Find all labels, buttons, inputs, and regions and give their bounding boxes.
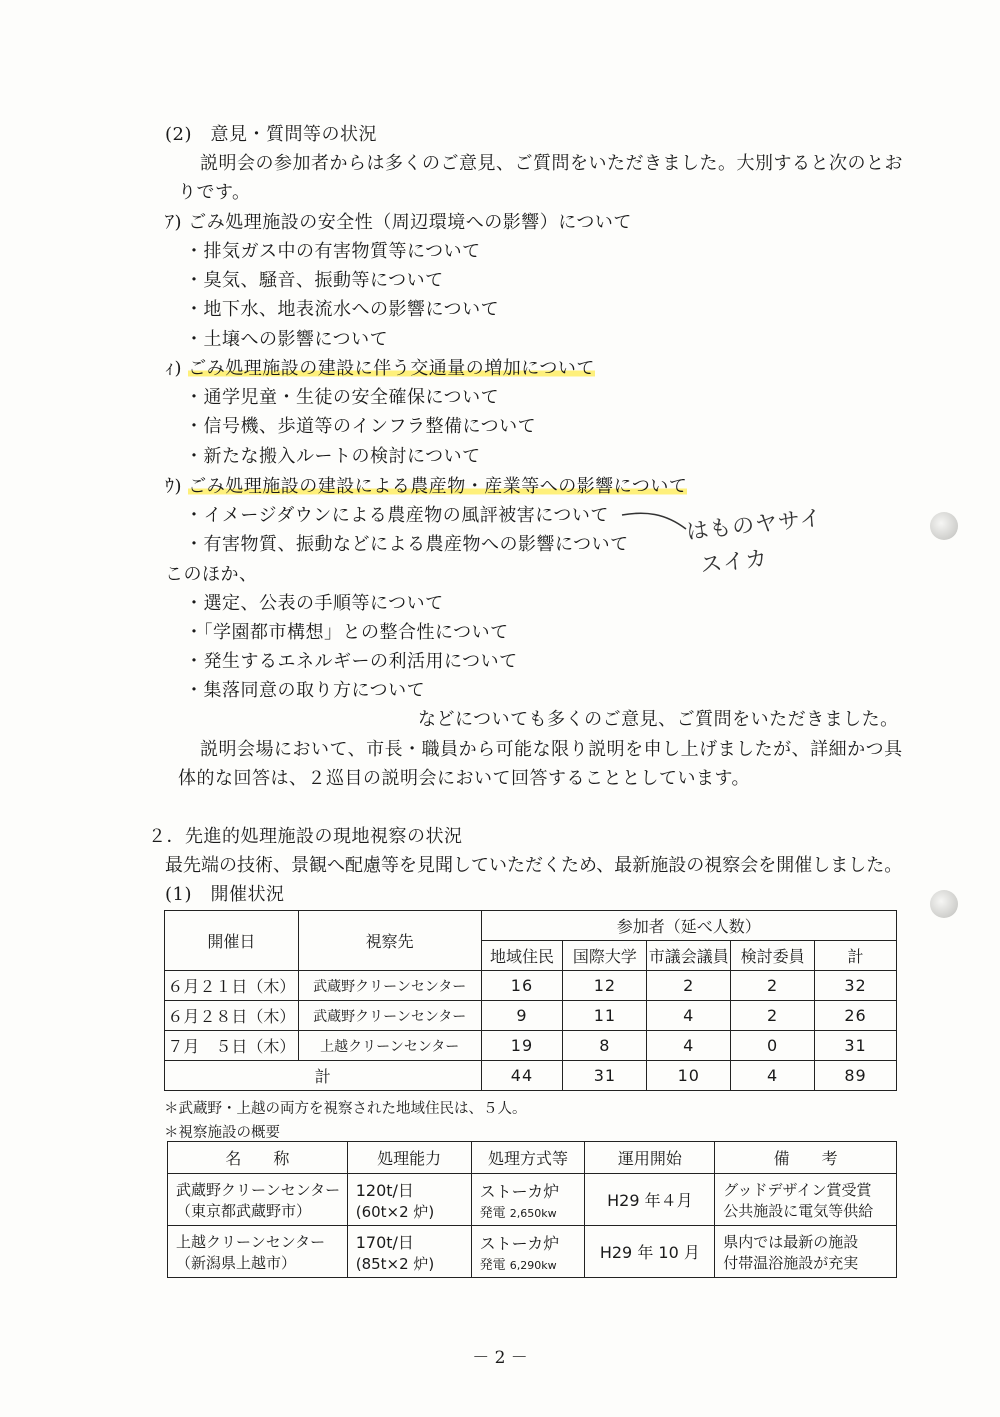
other-item: ・集落同意の取り方について bbox=[185, 680, 426, 701]
cell-facility-name bbox=[168, 1174, 348, 1226]
power-value: 6,290kw bbox=[509, 1258, 557, 1272]
total-value: 89 bbox=[815, 1061, 897, 1091]
cell-capacity bbox=[347, 1174, 471, 1226]
col-header-start: 運用開始 bbox=[585, 1142, 715, 1174]
topic-i-label: ｨ) bbox=[165, 358, 189, 379]
total-value: 10 bbox=[647, 1061, 731, 1091]
col-header-council: 市議会議員 bbox=[647, 941, 731, 971]
capacity-furnaces: (85t×2 炉) bbox=[355, 1254, 435, 1273]
other-tail: などについても多くのご意見、ご質問をいただきました。 bbox=[418, 709, 899, 730]
intro-line-1: 説明会の参加者からは多くのご意見、ご質問をいただきました。大別すると次のとお bbox=[200, 153, 903, 174]
cell-value: 32 bbox=[815, 971, 897, 1001]
topic-u-item: ・イメージダウンによる農産物の風評被害について bbox=[185, 505, 609, 526]
cell-value: 26 bbox=[815, 1001, 897, 1031]
power-label: 発電 bbox=[479, 1257, 506, 1273]
total-value: 31 bbox=[563, 1061, 647, 1091]
section-heading-opinions: (2) 意見・質問等の状況 bbox=[165, 124, 377, 145]
punch-hole-top bbox=[930, 512, 958, 540]
cell-value: 16 bbox=[481, 971, 563, 1001]
table-row bbox=[165, 1031, 897, 1061]
col-header-date: 開催日 bbox=[165, 911, 299, 971]
method-type: ストーカ炉 bbox=[479, 1181, 560, 1201]
cell-value: 8 bbox=[563, 1031, 647, 1061]
handwritten-arrow-stroke bbox=[620, 505, 690, 535]
facility-overview-table bbox=[167, 1141, 897, 1278]
cell-value: 2 bbox=[731, 1001, 815, 1031]
table-row bbox=[168, 1174, 897, 1226]
cell-remarks bbox=[715, 1226, 897, 1278]
page-number: － 2 － bbox=[472, 1348, 528, 1368]
cell-capacity bbox=[347, 1226, 471, 1278]
closing-line-2: 体的な回答は、２巡目の説明会において回答することとしています。 bbox=[178, 768, 751, 789]
intro-line-2: りです。 bbox=[178, 182, 251, 203]
cell-date: ６月２８日（木） bbox=[165, 1001, 299, 1031]
table-total-row bbox=[165, 1061, 897, 1091]
cell-place: 上越クリーンセンター bbox=[298, 1031, 481, 1061]
cell-place: 武蔵野クリーンセンター bbox=[298, 971, 481, 1001]
facility-location: （東京都武蔵野市） bbox=[176, 1201, 312, 1220]
cell-method bbox=[471, 1226, 585, 1278]
cell-start: H29 年４月 bbox=[585, 1174, 715, 1226]
facility-name: 武蔵野クリーンセンター bbox=[176, 1180, 341, 1199]
topic-a-item: ・排気ガス中の有害物質等について bbox=[185, 241, 481, 262]
topic-u-highlighted-text: ごみ処理施設の建設による農産物・産業等への影響について bbox=[188, 476, 688, 497]
col-header-name: 名 称 bbox=[168, 1142, 348, 1174]
table-row bbox=[165, 971, 897, 1001]
remark-line: 県内では最新の施設 bbox=[723, 1232, 859, 1251]
topic-i-item: ・新たな搬入ルートの検討について bbox=[185, 446, 481, 467]
topic-a-item: ・土壌への影響について bbox=[185, 329, 389, 350]
col-header-residents: 地域住民 bbox=[481, 941, 563, 971]
power-generation bbox=[480, 1202, 585, 1221]
note-residents-both: ＊武蔵野・上越の両方を視察された地域住民は、５人。 bbox=[164, 1101, 527, 1117]
col-header-total: 計 bbox=[815, 941, 897, 971]
note-facility-overview: ＊視察施設の概要 bbox=[164, 1125, 280, 1141]
col-header-participants: 参加者（延べ人数） bbox=[481, 911, 896, 941]
other-item: ・発生するエネルギーの利活用について bbox=[185, 651, 518, 672]
section2-sub-heading: (1) 開催状況 bbox=[165, 884, 285, 905]
cell-value: 4 bbox=[647, 1001, 731, 1031]
remark-line: グッドデザイン賞受賞 bbox=[723, 1180, 872, 1199]
capacity-daily: 120t/日 bbox=[355, 1180, 414, 1200]
topic-i-item: ・信号機、歩道等のインフラ整備について bbox=[185, 416, 537, 437]
capacity-daily: 170t/日 bbox=[355, 1232, 414, 1252]
cell-date: ７月 ５日（木） bbox=[165, 1031, 299, 1061]
col-header-place: 視察先 bbox=[298, 911, 481, 971]
table-row bbox=[165, 1001, 897, 1031]
section2-intro: 最先端の技術、景観へ配慮等を見聞していただくため、最新施設の視察会を開催しました。 bbox=[165, 855, 903, 876]
topic-u-label: ｳ) bbox=[165, 476, 189, 497]
power-label: 発電 bbox=[479, 1205, 506, 1221]
topic-u-item: ・有害物質、振動などによる農産物への影響について bbox=[185, 534, 629, 555]
col-header-remarks: 備 考 bbox=[715, 1142, 897, 1174]
cell-value: 11 bbox=[563, 1001, 647, 1031]
cell-value: 31 bbox=[815, 1031, 897, 1061]
other-item: ・「学園都市構想」との整合性について bbox=[185, 622, 509, 643]
total-value: 4 bbox=[731, 1061, 815, 1091]
col-header-method: 処理方式等 bbox=[471, 1142, 585, 1174]
punch-hole-bottom bbox=[930, 890, 958, 918]
power-value: 2,650kw bbox=[509, 1206, 557, 1220]
visit-status-table bbox=[164, 910, 897, 1091]
topic-u-title bbox=[165, 476, 687, 498]
cell-facility-name bbox=[168, 1226, 348, 1278]
cell-value: 12 bbox=[563, 971, 647, 1001]
col-header-committee: 検討委員 bbox=[731, 941, 815, 971]
other-label: このほか、 bbox=[165, 564, 258, 585]
cell-start: H29 年 10 月 bbox=[585, 1226, 715, 1278]
cell-method bbox=[471, 1174, 585, 1226]
table-row bbox=[168, 1226, 897, 1278]
power-generation bbox=[480, 1254, 585, 1273]
topic-a-item: ・地下水、地表流水への影響について bbox=[185, 299, 500, 320]
topic-a-title: ｱ) ごみ処理施設の安全性（周辺環境への影響）について bbox=[165, 212, 632, 233]
handwritten-note-line-1: はものヤサイ bbox=[685, 505, 824, 546]
facility-name: 上越クリーンセンター bbox=[176, 1232, 326, 1251]
cell-value: 0 bbox=[731, 1031, 815, 1061]
cell-value: 19 bbox=[481, 1031, 563, 1061]
handwritten-note-line-2: スイカ bbox=[699, 546, 770, 579]
total-value: 44 bbox=[481, 1061, 563, 1091]
method-type: ストーカ炉 bbox=[479, 1233, 560, 1253]
cell-place: 武蔵野クリーンセンター bbox=[298, 1001, 481, 1031]
cell-value: 9 bbox=[481, 1001, 563, 1031]
cell-value: 2 bbox=[647, 971, 731, 1001]
other-item: ・選定、公表の手順等について bbox=[185, 593, 444, 614]
remark-line: 付帯温浴施設が充実 bbox=[723, 1253, 859, 1272]
total-label: 計 bbox=[165, 1061, 482, 1091]
topic-i-item: ・通学児童・生徒の安全確保について bbox=[185, 387, 500, 408]
capacity-furnaces: (60t×2 炉) bbox=[355, 1202, 435, 1221]
topic-i-title bbox=[165, 358, 595, 380]
topic-i-highlighted-text: ごみ処理施設の建設に伴う交通量の増加について bbox=[188, 358, 595, 379]
remark-line: 公共施設に電気等供給 bbox=[723, 1201, 874, 1220]
cell-date: ６月２１日（木） bbox=[165, 971, 299, 1001]
closing-line-1: 説明会場において、市長・職員から可能な限り説明を申し上げましたが、詳細かつ具 bbox=[200, 739, 903, 760]
topic-a-item: ・臭気、騒音、振動等について bbox=[185, 270, 444, 291]
section2-heading: ２．先進的処理施設の現地視察の状況 bbox=[148, 826, 463, 847]
cell-remarks bbox=[715, 1174, 897, 1226]
col-header-university: 国際大学 bbox=[563, 941, 647, 971]
facility-location: （新潟県上越市） bbox=[176, 1253, 297, 1272]
cell-value: 2 bbox=[731, 971, 815, 1001]
col-header-capacity: 処理能力 bbox=[347, 1142, 471, 1174]
cell-value: 4 bbox=[647, 1031, 731, 1061]
